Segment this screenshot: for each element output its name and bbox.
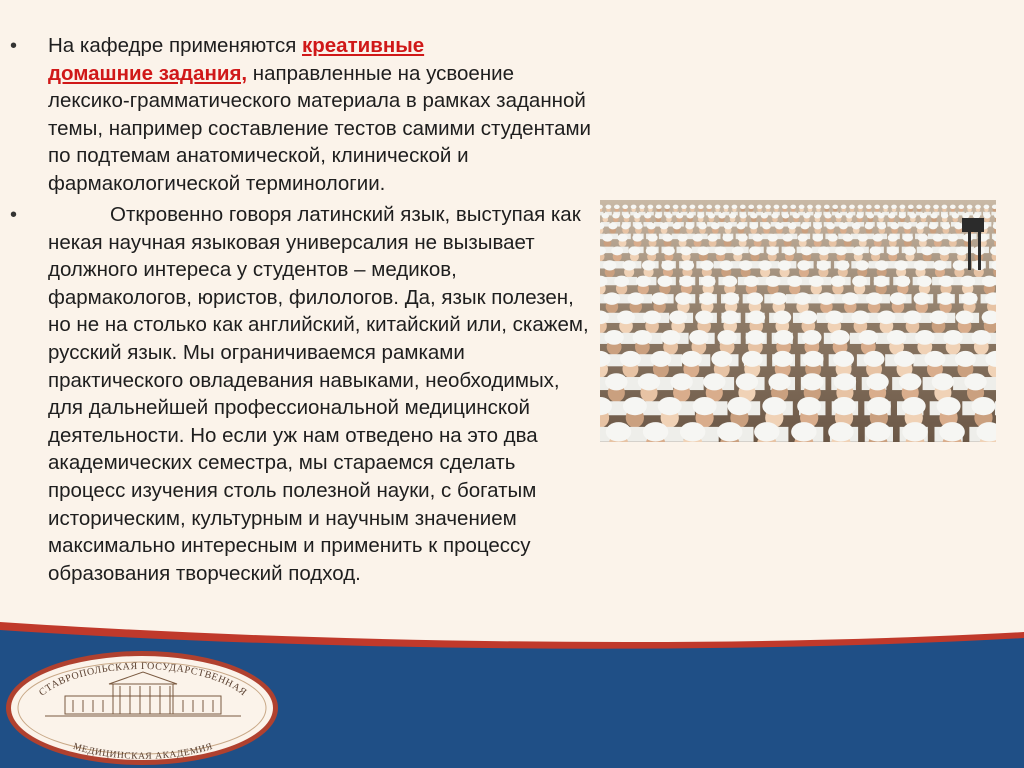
crowd-cap [888, 213, 895, 219]
crowd-cap [611, 246, 623, 255]
crowd-cap [887, 246, 899, 255]
crowd-cap [732, 205, 738, 209]
crowd-cap [782, 213, 789, 219]
crowd-cap [824, 213, 831, 219]
crowd-cap [967, 205, 973, 209]
crowd-cap [737, 234, 747, 242]
crowd-cap [766, 276, 781, 287]
bullet-marker: • [10, 204, 18, 226]
paragraph-creative-homework [48, 32, 593, 198]
crowd-cap [672, 223, 681, 230]
crowd-cap [867, 397, 891, 415]
crowd-cap [948, 234, 958, 242]
crowd-cap [788, 223, 797, 230]
crowd-cap [941, 213, 948, 219]
crowd-cap [646, 246, 658, 255]
crowd-cap [754, 422, 779, 441]
crowd-cap [891, 205, 897, 209]
crowd-cap [799, 205, 805, 209]
crowd-cap [975, 205, 981, 209]
crowd-cap [859, 330, 878, 345]
crowd-cap [717, 422, 742, 441]
crowd-cap [681, 205, 687, 209]
crowd-cap [865, 422, 890, 441]
crowd-cap [873, 234, 883, 242]
crowd-cap [797, 397, 821, 415]
crowd-cap [801, 223, 810, 230]
crowd-cap [801, 373, 823, 390]
crowd-cap [921, 246, 933, 255]
crowd-cap [768, 234, 778, 242]
crowd-cap [866, 205, 872, 209]
crowd-cap [742, 351, 763, 367]
crowd-cap [722, 276, 737, 287]
crowd-cap [963, 234, 973, 242]
crowd-cap [835, 246, 847, 255]
crowd-cap [895, 276, 910, 287]
crowd-cap [774, 205, 780, 209]
crowd-cap [692, 234, 702, 242]
crowd-cap [698, 205, 704, 209]
crowd-cap [973, 213, 980, 219]
crowd-cap [623, 213, 630, 219]
crowd-cap [778, 260, 791, 270]
crowd-cap [933, 234, 943, 242]
crowd-cap [715, 205, 721, 209]
crowd-cap [932, 373, 954, 390]
crowd-cap [660, 223, 669, 230]
crowd-cap [909, 213, 916, 219]
crowd-cap [925, 205, 931, 209]
crowd-cap [939, 422, 964, 441]
crowd-cap [644, 213, 651, 219]
crowd-cap [813, 223, 822, 230]
crowd-cap [878, 310, 896, 324]
crowd-cap [851, 310, 869, 324]
crowd-cap [831, 276, 846, 287]
crowd-cap [723, 205, 729, 209]
crowd-cap [772, 351, 793, 367]
crowd-cap [658, 397, 682, 415]
crowd-cap [903, 234, 913, 242]
crowd-cap [914, 292, 930, 304]
crowd-cap [956, 246, 968, 255]
crowd-cap [826, 223, 835, 230]
crowd-cap [669, 310, 687, 324]
crowd-cap [711, 223, 720, 230]
crowd-cap [916, 205, 922, 209]
crowd-cap [961, 292, 977, 304]
crowd-cap [841, 205, 847, 209]
crowd-cap [953, 260, 966, 270]
crowd-cap [643, 310, 661, 324]
crowd-cap [807, 205, 813, 209]
crowd-cap [766, 246, 778, 255]
paragraph-latin-language [48, 201, 593, 587]
crowd-cap [984, 205, 990, 209]
crowd-cap [761, 213, 768, 219]
crowd-cap [939, 276, 954, 287]
crowd-cap [690, 205, 696, 209]
crowd-cap [680, 246, 692, 255]
crowd-cap [834, 373, 856, 390]
crowd-cap [972, 397, 996, 415]
paragraph2-text: Откровенно говоря латинский язык, выступая как некая научная языковая универсалия не вызывает должного интереса у студентов – медиков, фармакологов, юристов, филологов. Да, язык полезен, но не на столько как английский, китайский или, скажем, русский язык. Мы ограничиваемся рамками практического овладевания навыками, необходимых, для дальнейшей профессиональной медицинской деятельности. Но если уж нам отведено на это два академических семестра, мы стараемся сделать процесс изучения столь полезной науки, с богатым историческим, культурным и научным значением максимально интересным и применить к процессу образования творческий подход. [48, 203, 589, 585]
crowd-cap [914, 260, 927, 270]
crowd-cap [843, 234, 853, 242]
crowd-cap [762, 223, 771, 230]
crowd-cap [856, 213, 863, 219]
crowd-cap [679, 276, 694, 287]
crowd-cap [665, 213, 672, 219]
crowd-cap [942, 205, 948, 209]
crowd-cap [614, 205, 620, 209]
crowd-cap [814, 213, 821, 219]
crowd-cap [631, 205, 637, 209]
crowd-cap [747, 292, 763, 304]
crowd-cap [938, 246, 950, 255]
crowd-cap [917, 276, 932, 287]
crowd-cap [817, 260, 830, 270]
crowd-cap [753, 234, 763, 242]
crowd-cap [833, 351, 854, 367]
crowd-cap [866, 292, 882, 304]
crowd-cap [608, 223, 617, 230]
crowd-cap [681, 260, 694, 270]
crowd-cap [762, 397, 786, 415]
crowd-cap [852, 223, 861, 230]
crowd-cap [824, 205, 830, 209]
crowd-cap [937, 292, 953, 304]
crowd-cap [757, 205, 763, 209]
crowd-cap [904, 246, 916, 255]
crowd-cap [707, 234, 717, 242]
crowd-cap [703, 373, 725, 390]
crowd-cap [899, 213, 906, 219]
crowd-cap [874, 205, 880, 209]
crowd-cap [647, 234, 657, 242]
crowd-cap [628, 292, 644, 304]
crowd-cap [724, 223, 733, 230]
crowd-cap [773, 310, 791, 324]
crowd-cap [648, 205, 654, 209]
logo-bottom-text: МЕДИЦИНСКАЯ АКАДЕМИЯ [71, 741, 215, 762]
crowd-cap [818, 246, 830, 255]
crowd-cap [612, 213, 619, 219]
crowd-cap [632, 234, 642, 242]
logo-top-text: СТАВРОПОЛЬСКАЯ ГОСУДАРСТВЕННАЯ [37, 661, 249, 699]
crowd-cap [721, 310, 739, 324]
crowd-cap [647, 223, 656, 230]
crowd-cap [802, 330, 821, 345]
crowd-cap [983, 213, 990, 219]
crowd-cap [929, 223, 938, 230]
crowd-cap [958, 205, 964, 209]
crowd-cap [639, 205, 645, 209]
crowd-cap [887, 330, 906, 345]
crowd-cap [894, 351, 915, 367]
crowd-cap [952, 213, 959, 219]
crowd-cap [623, 397, 647, 415]
crowd-cap [972, 330, 991, 345]
crowd-cap [604, 330, 623, 345]
crowd-cap [617, 310, 635, 324]
crowd-cap [864, 351, 885, 367]
crowd-cap [902, 397, 926, 415]
crowd-cap [602, 213, 609, 219]
crowd-cap [656, 205, 662, 209]
crowd-cap [933, 260, 946, 270]
crowd-cap [908, 205, 914, 209]
crowd-cap [727, 397, 751, 415]
crowd-cap [661, 330, 680, 345]
crowd-cap [670, 373, 692, 390]
crowd-cap [801, 246, 813, 255]
crowd-cap [828, 234, 838, 242]
crowd-cap [915, 330, 934, 345]
crowd-cap [832, 205, 838, 209]
crowd-cap [606, 205, 612, 209]
crowd-cap [697, 246, 709, 255]
crowd-cap [744, 276, 759, 287]
crowd-cap [736, 373, 758, 390]
crowd-cap [865, 223, 874, 230]
crowd-cap [775, 223, 784, 230]
crowd-cap [740, 205, 746, 209]
crowd-cap [830, 330, 849, 345]
crowd-cap [849, 205, 855, 209]
crowd-cap [746, 330, 765, 345]
crowd-cap [677, 234, 687, 242]
crowd-cap [740, 213, 747, 219]
crowd-cap [962, 213, 969, 219]
bullet-marker: • [10, 35, 18, 57]
crowd-cap [828, 422, 853, 441]
crowd-cap [784, 246, 796, 255]
crowd-cap [701, 276, 716, 287]
paragraph1-rest: направленные на усвоение лексико-грамматического материала в рамках заданной темы, например составление тестов самими студентами по подтемам анатомической, клинической и фармакологической терминологии. [48, 61, 592, 195]
crowd-cap [603, 260, 616, 270]
crowd-cap [809, 276, 824, 287]
crowd-cap [748, 205, 754, 209]
crowd-cap [700, 260, 713, 270]
crowd-cap [793, 213, 800, 219]
crowd-cap [708, 213, 715, 219]
crowd-cap [899, 373, 921, 390]
crowd-cap [877, 223, 886, 230]
crowd-cap [960, 276, 975, 287]
crowd-cap [852, 276, 867, 287]
crowd-cap [803, 351, 824, 367]
crowd-cap [835, 213, 842, 219]
crowd-cap [693, 397, 717, 415]
crowd-cap [747, 310, 765, 324]
crowd-cap [711, 351, 732, 367]
crowd-cap [681, 351, 702, 367]
crowd-cap [930, 213, 937, 219]
crowd-cap [664, 205, 670, 209]
crowd-cap [799, 310, 817, 324]
crowd-cap [933, 205, 939, 209]
crowd-cap [715, 246, 727, 255]
crowd-cap [675, 292, 691, 304]
crowd-cap [621, 223, 630, 230]
crowd-cap [825, 310, 843, 324]
crowd-cap [916, 223, 925, 230]
crowd-cap [877, 213, 884, 219]
crowd-cap [918, 234, 928, 242]
crowd-cap [816, 205, 822, 209]
crowd-cap [687, 213, 694, 219]
crowd-cap [722, 234, 732, 242]
crowd-cap [941, 223, 950, 230]
crowd-cap [791, 422, 816, 441]
crowd-cap [685, 223, 694, 230]
crowd-cap [765, 205, 771, 209]
crowd-cap [633, 213, 640, 219]
crowd-cap [680, 422, 705, 441]
auditorium-photo [600, 200, 996, 442]
crowd-cap [890, 223, 899, 230]
crowd-cap [689, 330, 708, 345]
crowd-cap [798, 234, 808, 242]
crowd-cap [698, 223, 707, 230]
crowd-cap [883, 205, 889, 209]
highlight-homework: домашние задания, [48, 61, 248, 85]
crowd-cap [867, 213, 874, 219]
crowd-cap [846, 213, 853, 219]
crowd-cap [794, 292, 810, 304]
crowd-cap [662, 234, 672, 242]
crowd-cap [925, 351, 946, 367]
crowd-cap [604, 292, 620, 304]
crowd-cap [930, 310, 948, 324]
crowd-cap [638, 373, 660, 390]
crowd-cap [732, 246, 744, 255]
crowd-cap [771, 213, 778, 219]
crowd-cap [774, 330, 793, 345]
crowd-cap [622, 260, 635, 270]
crowd-cap [633, 330, 652, 345]
crowd-cap [723, 292, 739, 304]
crowd-cap [937, 397, 961, 415]
crowd-cap [839, 223, 848, 230]
crowd-cap [836, 260, 849, 270]
crowd-cap [856, 260, 869, 270]
crowd-cap [706, 205, 712, 209]
crowd-cap [852, 246, 864, 255]
crowd-cap [749, 246, 761, 255]
crowd-cap [874, 276, 889, 287]
crowd-cap [717, 330, 736, 345]
crowd-cap [614, 276, 629, 287]
crowd-cap [783, 234, 793, 242]
crowd-cap [903, 223, 912, 230]
crowd-cap [797, 260, 810, 270]
crowd-cap [676, 213, 683, 219]
crowd-cap [642, 260, 655, 270]
crowd-cap [636, 276, 651, 287]
crowd-cap [956, 310, 974, 324]
crowd-cap [888, 234, 898, 242]
crowd-cap [657, 276, 672, 287]
crowd-cap [651, 292, 667, 304]
crowd-cap [606, 422, 631, 441]
crowd-cap [904, 310, 922, 324]
crowd-cap [858, 205, 864, 209]
crowd-cap [866, 373, 888, 390]
crowd-cap [602, 234, 612, 242]
crowd-cap [832, 397, 856, 415]
crowd-cap [782, 205, 788, 209]
crowd-cap [655, 213, 662, 219]
crowd-cap [818, 292, 834, 304]
crowd-cap [634, 223, 643, 230]
crowd-cap [875, 260, 888, 270]
crowd-cap [943, 330, 962, 345]
crowd-cap [813, 234, 823, 242]
crowd-cap [920, 213, 927, 219]
crowd-cap [771, 292, 787, 304]
crowd-cap [729, 213, 736, 219]
crowd-cap [902, 422, 927, 441]
crowd-cap [673, 205, 679, 209]
crowd-cap [787, 276, 802, 287]
crowd-cap [605, 373, 627, 390]
crowd-cap [900, 205, 906, 209]
crowd-cap [622, 205, 628, 209]
crowd-cap [650, 351, 671, 367]
crowd-cap [620, 351, 641, 367]
crowd-cap [870, 246, 882, 255]
crowd-cap [697, 213, 704, 219]
crowd-cap [950, 205, 956, 209]
crowd-cap [803, 213, 810, 219]
academy-logo [5, 650, 280, 766]
crowd-cap [790, 205, 796, 209]
crowd-cap [663, 246, 675, 255]
crowd-cap [718, 213, 725, 219]
crowd-cap [617, 234, 627, 242]
crowd-cap [894, 260, 907, 270]
crowd-cap [858, 234, 868, 242]
crowd-cap [954, 223, 963, 230]
crowd-cap [768, 373, 790, 390]
paragraph1-lead: На кафедре применяются [48, 34, 302, 57]
crowd-cap [964, 373, 986, 390]
crowd-cap [842, 292, 858, 304]
crowd-cap [750, 213, 757, 219]
crowd-cap [695, 310, 713, 324]
crowd-cap [643, 422, 668, 441]
crowd-cap [629, 246, 641, 255]
crowd-coat [995, 401, 996, 415]
crowd-cap [739, 260, 752, 270]
crowd-cap [890, 292, 906, 304]
crowd-cap [758, 260, 771, 270]
crowd-cap [749, 223, 758, 230]
highlight-creative: креативные [302, 34, 425, 57]
crowd-cap [955, 351, 976, 367]
crowd-cap [699, 292, 715, 304]
crowd-cap [737, 223, 746, 230]
crowd-cap [661, 260, 674, 270]
crowd-cap [720, 260, 733, 270]
